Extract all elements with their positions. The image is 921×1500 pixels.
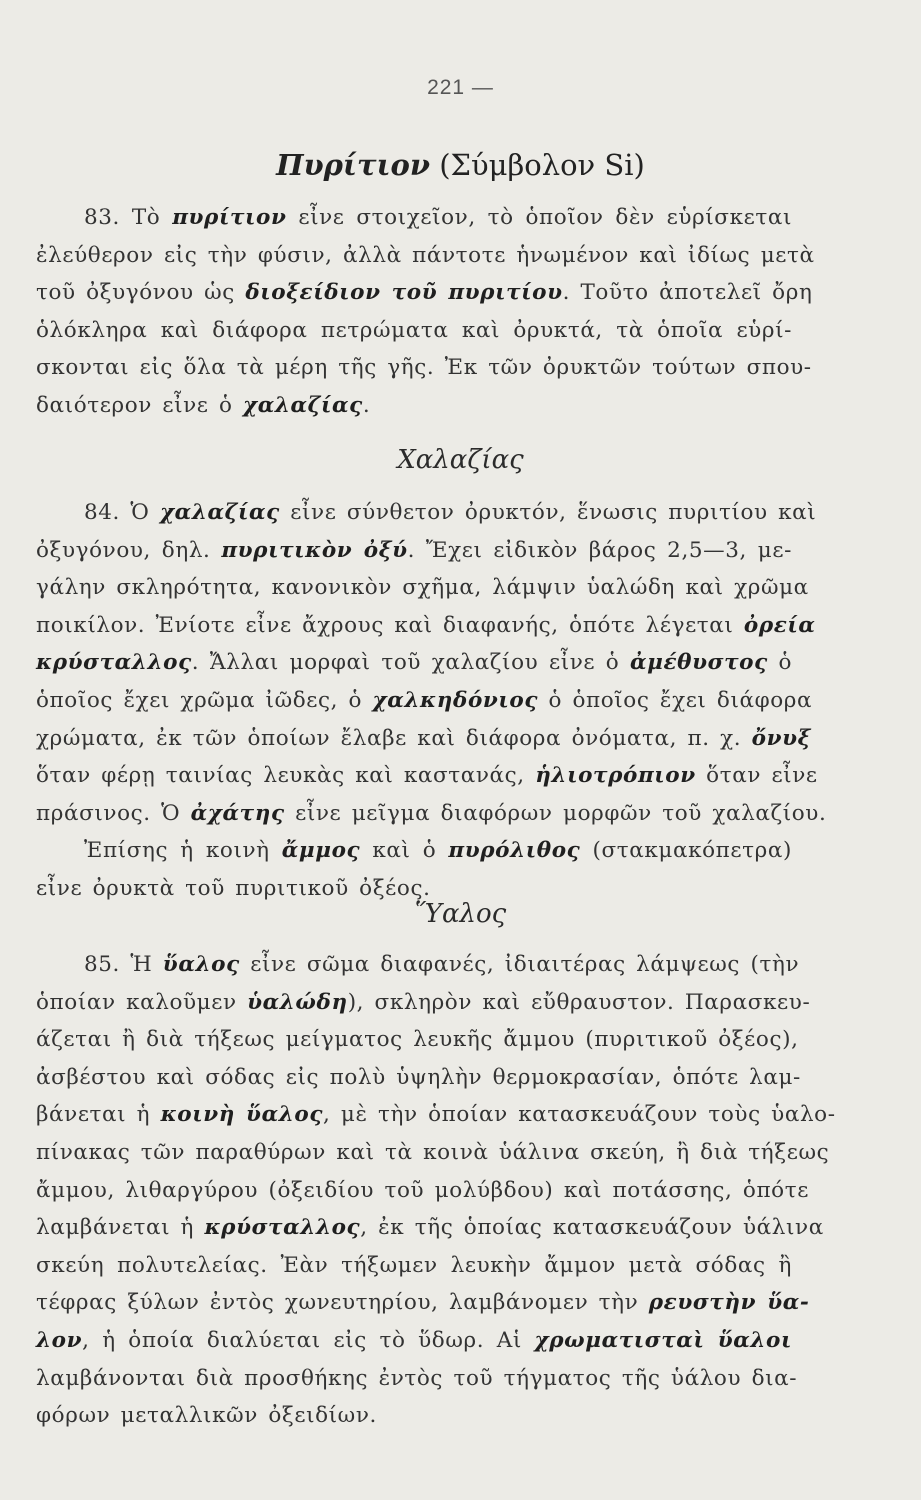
- text-run: , ἐκ τῆς ὁποίας κατασκευάζουν ὑάλινα: [360, 1215, 824, 1241]
- text-line: [36, 1172, 809, 1210]
- text-run: ἐλεύθερον εἰς τὴν φύσιν, ἀλλὰ πάντοτε ἡνωμένον καὶ ἰδίως μετὰ: [36, 242, 815, 268]
- text-line: [36, 532, 792, 570]
- text-run: καὶ ὁ: [360, 838, 449, 864]
- section-heading-yalos: Ὕαλος: [414, 899, 507, 929]
- text-line: [36, 569, 809, 607]
- text-line: [36, 984, 811, 1022]
- emphasized-term: ρευστὴν ὕα-: [648, 1290, 810, 1316]
- emphasized-term: ὑαλώδη: [247, 989, 348, 1015]
- chapter-title-symbol: (Σύμβολον Si): [429, 148, 645, 182]
- text-run: , μὲ τὴν ὁποίαν κατασκευάζουν τοὺς ὑαλο-: [323, 1102, 836, 1128]
- emphasized-term: λον: [36, 1327, 83, 1353]
- text-run: ὁποῖος ἔχει χρῶμα ἰῶδες, ὁ: [36, 687, 373, 713]
- section-heading-chalazias: Χαλαζίας: [397, 445, 524, 475]
- text-run: . Ἔχει εἰδικὸν βάρος 2,5—3, με-: [407, 537, 792, 563]
- text-run: . Τοῦτο ἀποτελεῖ ὄρη: [562, 280, 813, 306]
- text-run: 83. Τὸ: [84, 205, 173, 230]
- text-run: ὅταν φέρῃ ταινίας λευκὰς καὶ καστανάς,: [36, 763, 536, 789]
- text-run: 84. Ὁ: [84, 500, 160, 525]
- text-line: [36, 1096, 836, 1134]
- emphasized-term: κοινὴ ὕαλος: [160, 1102, 324, 1128]
- emphasized-term: ὀρεία: [743, 612, 816, 638]
- emphasized-term: κρύσταλλος: [204, 1215, 361, 1241]
- text-run: εἶνε σύνθετον ὀρυκτόν, ἕνωσις πυριτίου καὶ: [279, 500, 817, 525]
- text-line: [36, 1209, 824, 1247]
- emphasized-term: πυρόλιθος: [448, 838, 581, 864]
- text-run: εἶνε μεῖγμα διαφόρων μορφῶν τοῦ χαλαζίου.: [284, 800, 827, 826]
- paragraph-84: [36, 494, 827, 908]
- page-number: 221 —: [427, 76, 494, 99]
- text-run: πράσινος. Ὁ: [36, 800, 191, 826]
- emphasized-term: ὕαλος: [162, 952, 240, 977]
- text-line: [36, 1247, 792, 1285]
- text-run: ), σκληρὸν καὶ εὔθραυστον. Παρασκευ-: [347, 989, 811, 1015]
- text-run: ὁποίαν καλοῦμεν: [36, 989, 248, 1015]
- text-run: .: [362, 392, 371, 418]
- text-line: [36, 274, 813, 312]
- text-run: (στακμακόπετρα): [580, 838, 792, 864]
- text-line: [36, 312, 792, 350]
- text-line: [36, 387, 792, 425]
- text-line: [36, 682, 813, 720]
- text-line: [36, 607, 816, 645]
- text-run: ἄμμου, λιθαργύρου (ὀξειδίου τοῦ μολύβδου) καὶ ποτάσσης, ὁπότε: [36, 1177, 809, 1203]
- text-run: ὁ: [767, 650, 792, 676]
- text-run: φόρων μεταλλικῶν ὀξειδίων.: [36, 1403, 377, 1429]
- text-line: [36, 1134, 830, 1172]
- emphasized-term: ὄνυξ: [751, 725, 811, 751]
- text-line: [36, 1397, 792, 1435]
- text-run: ἀσβέστου καὶ σόδας εἰς πολὺ ὑψηλὴν θερμοκρασίαν, ὁπότε λαμ-: [36, 1064, 801, 1090]
- text-line: [36, 1021, 799, 1059]
- text-run: , ἡ ὁποία διαλύεται εἰς τὸ ὕδωρ. Αἱ: [82, 1327, 535, 1353]
- text-run: χρώματα, ἐκ τῶν ὁποίων ἔλαβε καὶ διάφορα ὀνόματα, π. χ.: [36, 725, 752, 751]
- text-run: ποικίλον. Ἐνίοτε εἶνε ἄχρους καὶ διαφανής, ὁπότε λέγεται: [36, 612, 744, 638]
- text-line: [36, 644, 792, 682]
- chapter-title-italic: Πυρίτιον: [276, 148, 430, 182]
- text-run: . Ἄλλαι μορφαὶ τοῦ χαλαζίου εἶνε ὁ: [191, 650, 631, 676]
- text-line: [36, 199, 792, 237]
- emphasized-term: χαλκηδόνιος: [372, 687, 539, 713]
- text-line: [36, 832, 792, 870]
- text-line: [36, 494, 817, 532]
- chapter-title: [0, 148, 921, 182]
- text-run: εἶνε ὀρυκτὰ τοῦ πυριτικοῦ ὀξέος.: [36, 875, 431, 901]
- text-run: ὁ ὁποῖος ἔχει διάφορα: [538, 687, 813, 713]
- text-run: τέφρας ξύλων ἐντὸς χωνευτηρίου, λαμβάνομεν τὴν: [36, 1290, 649, 1316]
- text-run: ὀξυγόνου, δηλ.: [36, 537, 222, 563]
- emphasized-term: ἡλιοτρόπιον: [535, 763, 696, 789]
- text-line: [36, 946, 800, 984]
- text-run: ὁλόκληρα καὶ διάφορα πετρώματα καὶ ὀρυκτά, τὰ ὁποῖα εὑρί-: [36, 317, 792, 343]
- text-run: δαιότερον εἶνε ὁ: [36, 392, 243, 418]
- emphasized-term: ἀχάτης: [190, 800, 285, 826]
- emphasized-term: κρύσταλλος: [36, 650, 192, 676]
- text-line: [36, 237, 815, 275]
- text-line: [36, 1059, 801, 1097]
- text-line: [36, 720, 811, 758]
- emphasized-term: χρωματισταὶ ὕαλοι: [534, 1327, 793, 1353]
- emphasized-term: ἀμέθυστος: [630, 650, 768, 676]
- emphasized-term: πυρίτιον: [172, 205, 287, 230]
- emphasized-term: χαλαζίας: [242, 392, 363, 418]
- text-run: ὅταν εἶνε: [695, 763, 818, 789]
- text-line: [36, 1322, 792, 1360]
- text-run: λαμβάνονται διὰ προσθήκης ἐντὸς τοῦ τήγματος τῆς ὑάλου δια-: [36, 1365, 798, 1391]
- text-run: 85. Ἡ: [84, 952, 163, 977]
- text-run: σκονται εἰς ὅλα τὰ μέρη τῆς γῆς. Ἐκ τῶν ὀρυκτῶν τούτων σπου-: [36, 355, 812, 381]
- text-run: σκεύη πολυτελείας. Ἐὰν τήξωμεν λευκὴν ἄμμον μετὰ σόδας ἢ: [36, 1252, 792, 1278]
- text-run: γάλην σκληρότητα, κανονικὸν σχῆμα, λάμψιν ὑαλώδη καὶ χρῶμα: [36, 575, 809, 601]
- text-run: εἶνε στοιχεῖον, τὸ ὁποῖον δὲν εὑρίσκεται: [286, 205, 792, 230]
- text-run: λαμβάνεται ἡ: [36, 1215, 205, 1241]
- text-line: [36, 757, 818, 795]
- text-run: βάνεται ἡ: [36, 1102, 161, 1128]
- text-run: άζεται ἢ διὰ τήξεως μείγματος λευκῆς ἄμμου (πυριτικοῦ ὀξέος),: [36, 1027, 799, 1053]
- text-run: πίνακας τῶν παραθύρων καὶ τὰ κοινὰ ὑάλινα σκεύη, ἢ διὰ τήξεως: [36, 1139, 830, 1165]
- emphasized-term: χαλαζίας: [159, 500, 280, 525]
- text-line: [36, 1360, 798, 1398]
- emphasized-term: διοξείδιον τοῦ πυριτίου: [245, 280, 563, 306]
- text-line: [36, 349, 812, 387]
- paragraph-83: [36, 199, 815, 425]
- text-run: εἶνε σῶμα διαφανές, ἰδιαιτέρας λάμψεως (τὴν: [239, 952, 800, 977]
- text-line: [36, 795, 827, 833]
- emphasized-term: πυριτικὸν ὀξύ: [221, 537, 408, 563]
- text-run: τοῦ ὀξυγόνου ὡς: [36, 280, 246, 306]
- paragraph-85: [36, 946, 836, 1435]
- text-line: [36, 1284, 810, 1322]
- text-run: Ἐπίσης ἡ κοινὴ: [84, 838, 282, 864]
- emphasized-term: ἄμμος: [281, 838, 361, 864]
